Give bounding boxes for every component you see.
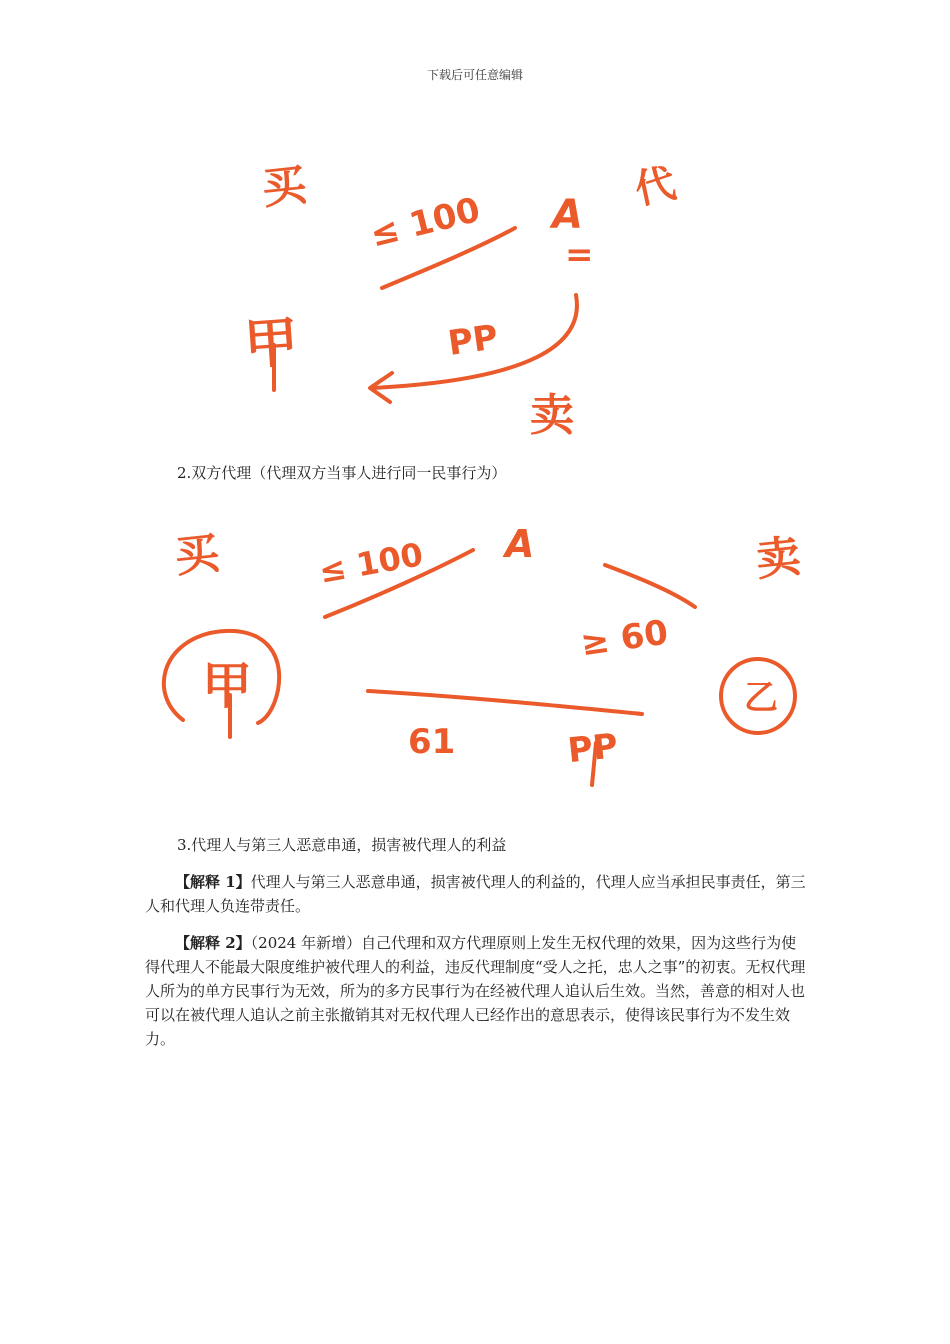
- sketch1-pp-label: PP: [445, 317, 501, 364]
- sketch1-equal-sign: =: [565, 235, 594, 275]
- sketch1-agent-label: 代: [631, 160, 680, 214]
- sketch2-limit-label: ≤ 100: [316, 535, 426, 591]
- explanation-2-label: 【解释 2】: [175, 934, 251, 952]
- sketch2-sell-label: 卖: [753, 531, 803, 587]
- sketch2-pp-label: PP: [565, 726, 620, 772]
- sketch1-limit-label: ≤ 100: [366, 189, 485, 256]
- section-3-heading: 3.代理人与第三人恶意串通，损害被代理人的利益: [177, 836, 507, 854]
- sketch1-sell-label: 卖: [530, 390, 574, 441]
- explanation-1: [145, 870, 810, 918]
- sketch1-a-label: A: [552, 192, 583, 238]
- sketch2-price-label: 61: [408, 722, 456, 762]
- sketch2-a-label: A: [505, 522, 535, 566]
- explanation-1-label: 【解释 1】: [175, 873, 251, 891]
- sketch2-sale-line: [605, 565, 695, 607]
- sketch-self-agency: [230, 140, 710, 450]
- section-2-heading: 2.双方代理（代理双方当事人进行同一民事行为）: [177, 464, 507, 482]
- sketch2-party-b-label: 乙: [744, 678, 778, 718]
- sketch-dual-agency: [150, 515, 820, 800]
- page-header: 下载后可任意编辑: [426, 68, 523, 82]
- sketch2-principal-label: 甲: [202, 657, 252, 715]
- explanation-2: [145, 931, 810, 1051]
- sketch1-principal-label: 甲: [242, 310, 301, 377]
- sketch2-buy-label: 买: [172, 527, 222, 583]
- explanation-1-text: 代理人与第三人恶意串通，损害被代理人的利益的，代理人应当承担民事责任，第三人和代理人负连带责任。: [145, 873, 806, 915]
- sketch1-buy-label: 买: [259, 159, 309, 215]
- sketch2-transaction-line: [368, 691, 642, 714]
- explanation-2-text: （2024 年新增）自己代理和双方代理原则上发生无权代理的效果，因为这些行为使得代理人不能最大限度维护被代理人的利益，违反代理制度“受人之托，忠人之事”的初衷。无权代理人所为的单方民事行为无效，所为的多方民事行为在经被代理人追认后生效。当然，善意的相对人也可以在被代理人追认之前主张撤销其对无权代理人已经作出的意思表示，使得该民事行为不发生效力。: [145, 934, 806, 1048]
- sketch2-min-label: ≥ 60: [578, 612, 671, 665]
